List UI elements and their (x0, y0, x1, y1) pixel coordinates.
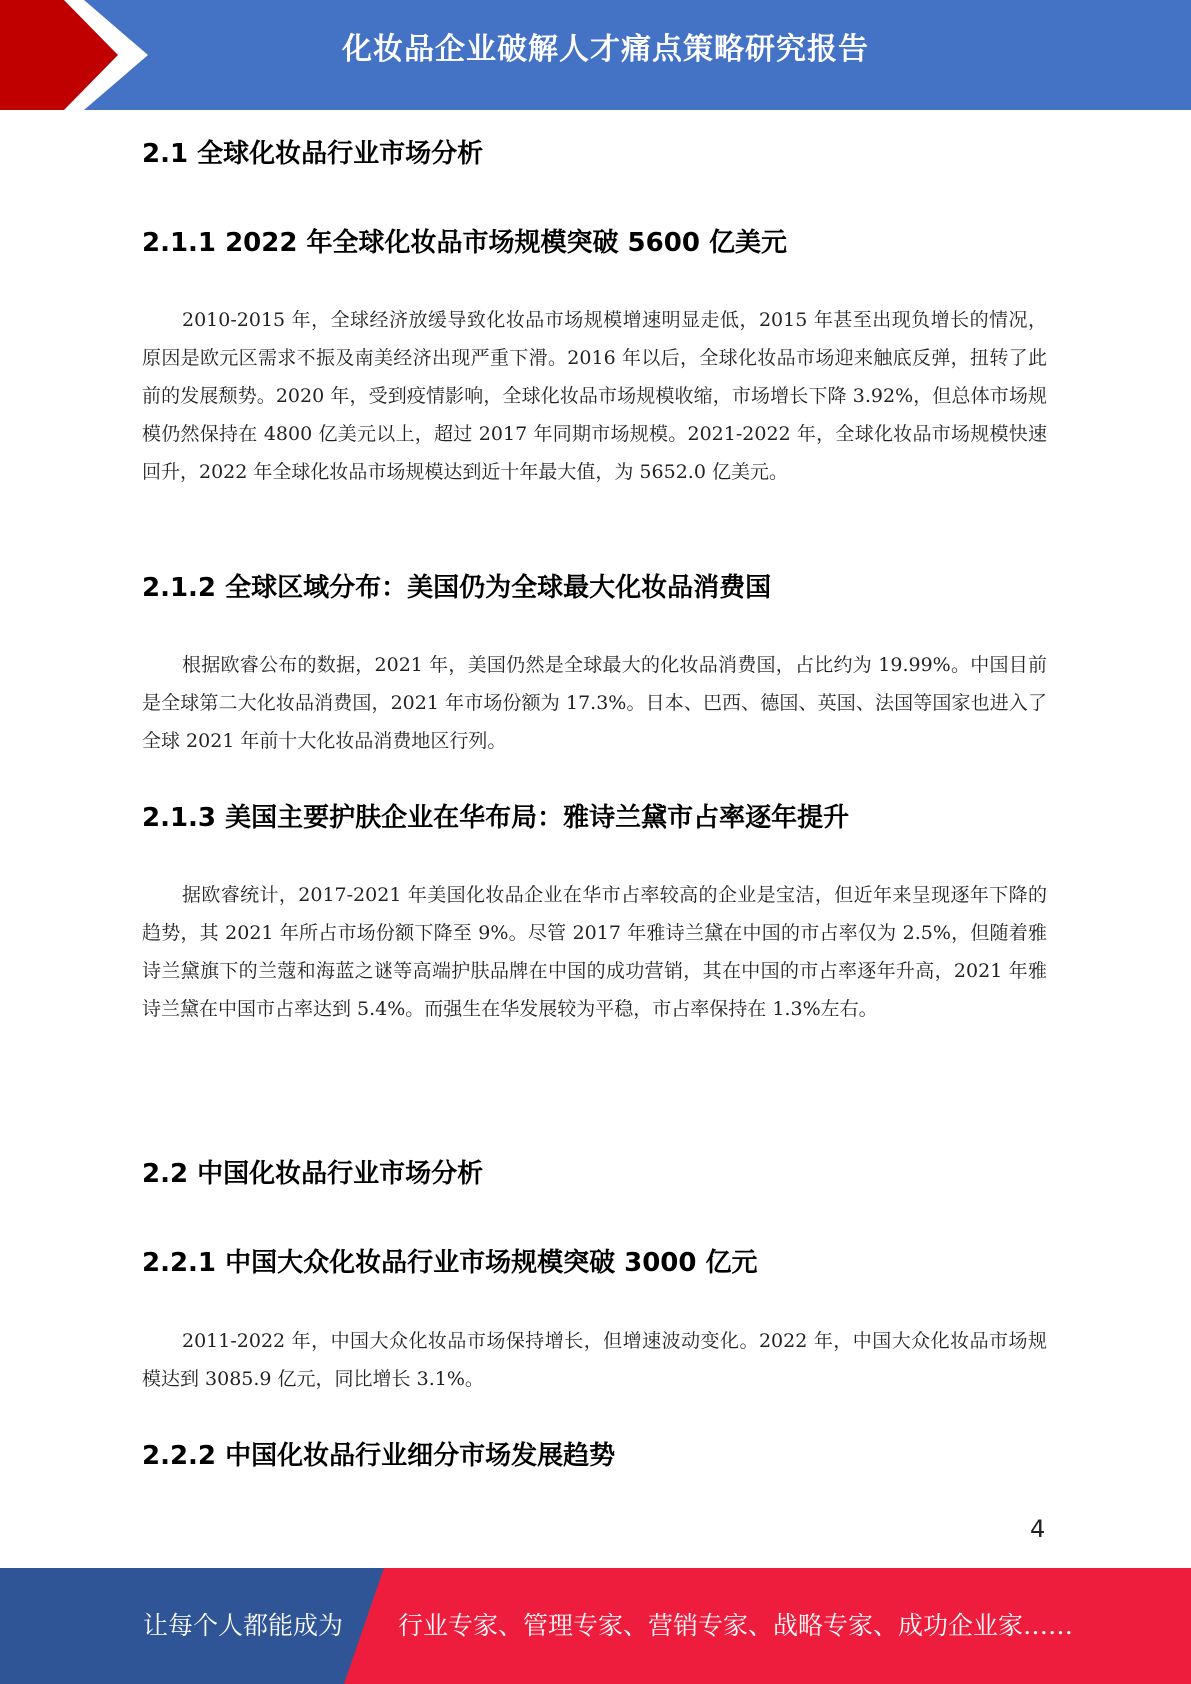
report-title: 化妆品企业破解人才痛点策略研究报告 (342, 32, 869, 67)
paragraph-2-1-2: 根据欧睿公布的数据，2021 年，美国仍然是全球最大的化妆品消费国，占比约为 19.99%。中国目前是全球第二大化妆品消费国，2021 年市场份额为 17.3%。日本、巴西、德国、英国、法国等国家也进入了全球 2021 年前十大化妆品消费地区行列。 (142, 654, 1047, 752)
section-heading-2-2-1: 2.2.1 中国大众化妆品行业市场规模突破 3000 亿元 (142, 1248, 758, 1278)
page-number: 4 (1030, 1515, 1046, 1543)
section-heading-2-2: 2.2 中国化妆品行业市场分析 (142, 1159, 484, 1189)
paragraph-2-1-1: 2010-2015 年，全球经济放缓导致化妆品市场规模增速明显走低，2015 年甚至出现负增长的情况，原因是欧元区需求不振及南美经济出现严重下滑。2016 年以后，全球化妆品市场迎来触底反弹，扭转了此前的发展颓势。2020 年，受到疫情影响，全球化妆品市场规模收缩，市场增长下降 3.92%，但总体市场规模仍然保持在 4800 亿美元以上，超过 2017 年同期市场规模。2021-2022 年，全球化妆品市场规模快速回升，2022 年全球化妆品市场规模达到近十年最大值，为 5652.0 亿美元。 (142, 309, 1047, 483)
footer-banner (0, 1568, 1191, 1684)
section-heading-2-1-2: 2.1.2 全球区域分布：美国仍为全球最大化妆品消费国 (142, 573, 772, 603)
section-heading-2-1: 2.1 全球化妆品行业市场分析 (142, 139, 484, 169)
section-heading-2-1-3: 2.1.3 美国主要护肤企业在华布局：雅诗兰黛市占率逐年提升 (142, 803, 850, 833)
footer-slogan-right: 行业专家、管理专家、营销专家、战略专家、成功企业家…… (398, 1611, 1074, 1640)
paragraph-2-1-3: 据欧睿统计，2017-2021 年美国化妆品企业在华市占率较高的企业是宝洁，但近年来呈现逐年下降的趋势，其 2021 年所占市场份额下降至 9%。尽管 2017 年雅诗兰黛在中国的市占率仅为 2.5%，但随着雅诗兰黛旗下的兰蔻和海蓝之谜等高端护肤品牌在中国的成功营销，其在中国的市占率逐年升高，2021 年雅诗兰黛在中国市占率达到 5.4%。而强生在华发展较为平稳，市占率保持在 1.3%左右。 (142, 884, 1047, 1020)
paragraph-2-2-1: 2011-2022 年，中国大众化妆品市场保持增长，但增速波动变化。2022 年，中国大众化妆品市场规模达到 3085.9 亿元，同比增长 3.1%。 (142, 1330, 1047, 1390)
header-bar (0, 0, 1191, 110)
footer-slogan-left: 让每个人都能成为 (143, 1611, 344, 1640)
section-heading-2-1-1: 2.1.1 2022 年全球化妆品市场规模突破 5600 亿美元 (142, 228, 787, 258)
section-heading-2-2-2: 2.2.2 中国化妆品行业细分市场发展趋势 (142, 1441, 616, 1471)
